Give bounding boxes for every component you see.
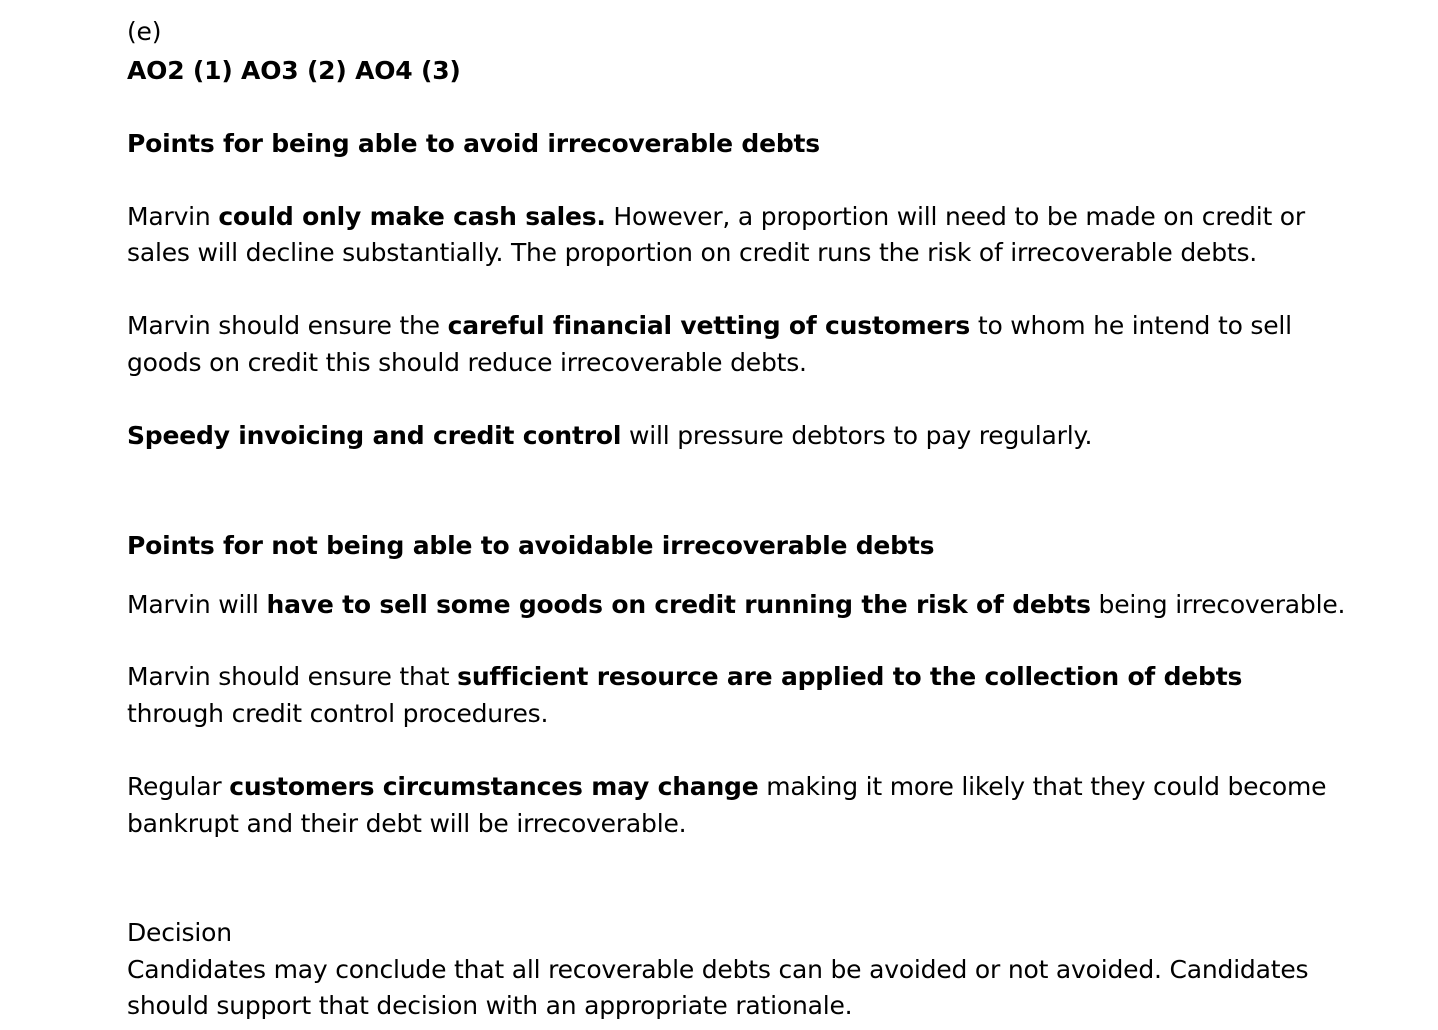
not-avoid-point-2-line-2 [127, 695, 548, 732]
avoid-point-1-line-2 [127, 234, 1257, 271]
text-normal: being irrecoverable. [1090, 590, 1346, 619]
text-emphasis: customers circumstances may change [229, 772, 759, 801]
text-normal: will pressure debtors to pay regularly. [621, 421, 1093, 450]
avoid-point-2-line-1 [127, 307, 1292, 344]
text-normal: to whom he intend to sell [970, 311, 1292, 340]
text-normal: bankrupt and their debt will be irrecoverable. [127, 809, 687, 838]
text-normal: Marvin will [127, 590, 267, 619]
avoid-point-2-line-2 [127, 344, 807, 381]
text-normal: However, a proportion will need to be made on credit or [605, 202, 1305, 231]
text-normal: through credit control procedures. [127, 699, 549, 728]
text-normal: Marvin should ensure that [127, 662, 458, 691]
not-avoid-point-2-line-1 [127, 658, 1242, 695]
decision-heading: Decision [127, 918, 232, 947]
text-normal: sales will decline substantially. The proportion on credit runs the risk of irrecoverable debts. [127, 238, 1258, 267]
text-normal: Marvin should ensure the [127, 311, 448, 340]
avoid-point-1-line-1 [127, 198, 1305, 235]
text-emphasis: sufficient resource are applied to the collection of debts [457, 662, 1243, 691]
assessment-objectives: AO2 (1) AO3 (2) AO4 (3) [127, 56, 461, 85]
section-heading-avoid: Points for being able to avoid irrecoverable debts [127, 129, 820, 158]
decision-line-2: should support that decision with an appropriate rationale. [127, 991, 853, 1020]
text-emphasis: careful financial vetting of customers [447, 311, 971, 340]
text-normal: Regular [127, 772, 230, 801]
section-heading-not-avoid: Points for not being able to avoidable irrecoverable debts [127, 531, 935, 560]
decision-line-1: Candidates may conclude that all recoverable debts can be avoided or not avoided. Candidates [127, 955, 1309, 984]
text-emphasis: have to sell some goods on credit running the risk of debts [266, 590, 1091, 619]
avoid-point-3-line-1 [127, 417, 1092, 454]
not-avoid-point-1-line-1 [127, 586, 1345, 623]
text-normal: Marvin [127, 202, 219, 231]
text-normal: goods on credit this should reduce irrecoverable debts. [127, 348, 807, 377]
not-avoid-point-3-line-2 [127, 805, 686, 842]
not-avoid-point-3-line-1 [127, 768, 1326, 805]
text-emphasis: could only make cash sales. [218, 202, 606, 231]
text-emphasis: Speedy invoicing and credit control [127, 421, 622, 450]
text-normal: making it more likely that they could become [758, 772, 1327, 801]
part-label: (e) [127, 17, 162, 46]
